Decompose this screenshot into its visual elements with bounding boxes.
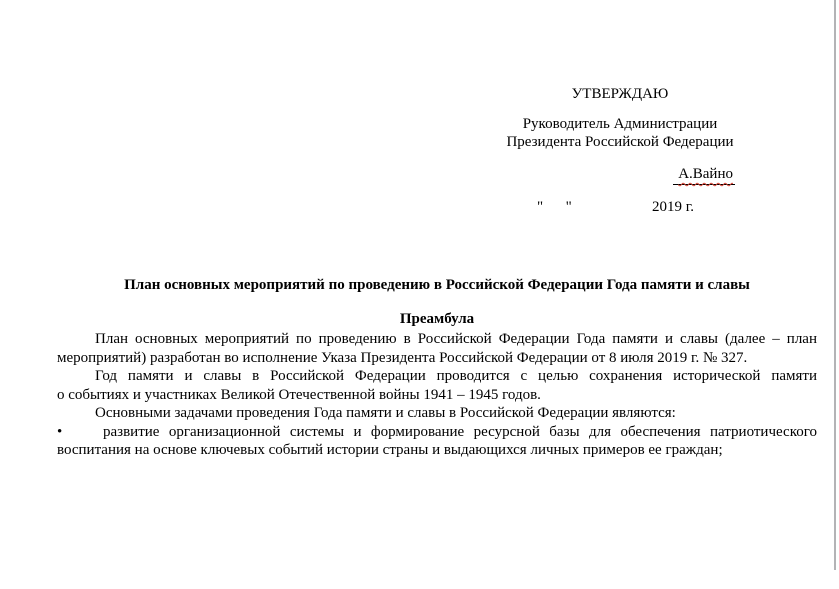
approver-title-line1: Руководитель Администрации (522, 116, 718, 132)
paragraph-line: мероприятий) разработан во исполнение Указа Президента Российской Федерации от 8 июля 2019 г. № 327. (57, 349, 748, 366)
paragraph-line: Основными задачами проведения Года памяти и славы в Российской Федерации являются: (95, 405, 676, 421)
paragraph-line: План основных мероприятий по проведению в Российской Федерации Года памяти и славы (далее – план (95, 331, 817, 347)
approver-title-line2: Президента Российской Федерации (506, 134, 734, 150)
date-year: 2019 г. (652, 199, 694, 215)
paragraph-line: • развитие организационной системы и формирование ресурсной базы для обеспечения патриотического (57, 423, 817, 440)
paragraph-line: воспитания на основе ключевых событий истории страны и выдающихся личных примеров ее граждан; (57, 442, 723, 458)
signature-row (505, 165, 735, 185)
document-title: План основных мероприятий по проведению в Российской Федерации Года памяти и славы (124, 277, 750, 293)
preamble-paragraphs (57, 330, 817, 460)
window-edge-line (834, 0, 836, 570)
bullet-marker: • (57, 423, 63, 440)
date-blank-quotes: " " (537, 199, 572, 215)
approve-label: УТВЕРЖДАЮ (571, 86, 669, 102)
paragraph-line: о событиях и участниках Великой Отечественной войны 1941 – 1945 годов. (57, 386, 541, 403)
paragraph-line: Год памяти и славы в Российской Федерации проводится с целью сохранения исторической памяти (95, 368, 817, 384)
date-row (505, 198, 735, 216)
section-heading-preamble: Преамбула (399, 311, 475, 327)
signature-underline (673, 165, 735, 185)
signature-name: А.Вайно (678, 166, 733, 182)
